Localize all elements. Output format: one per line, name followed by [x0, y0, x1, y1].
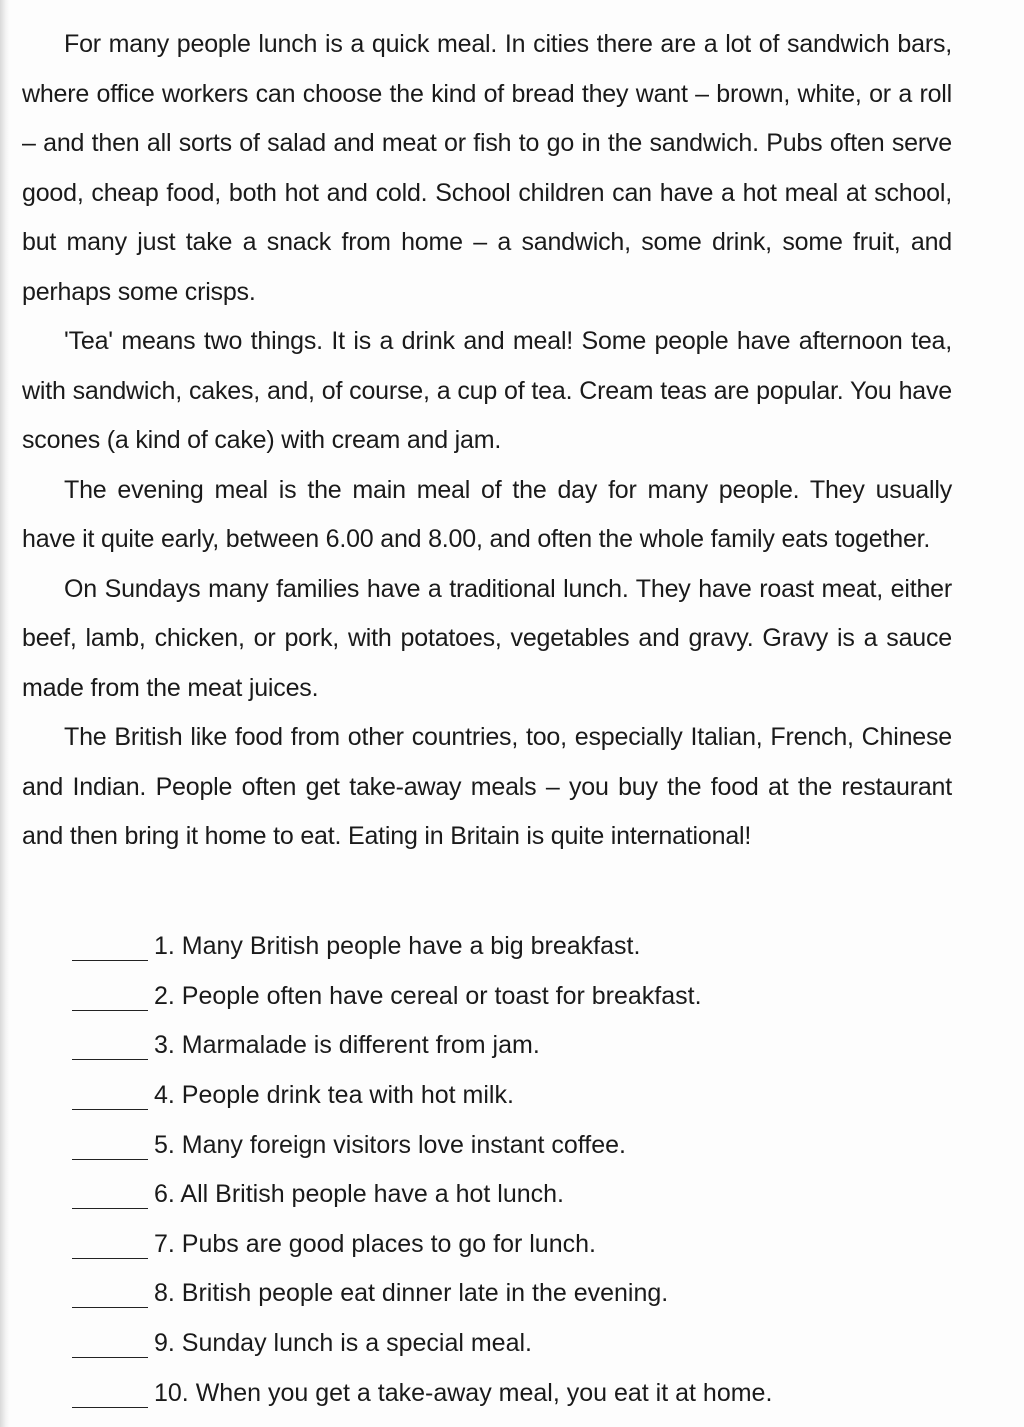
paragraph-tea: 'Tea' means two things. It is a drink and meal! Some people have afternoon tea, with sandwich, cakes, and, of course, a cup of tea. Cream teas are popular. You have scones (a kind of cake) with cream and jam.	[22, 327, 952, 454]
answer-blank[interactable]	[72, 1131, 148, 1160]
reading-passage	[22, 20, 952, 862]
question-item	[72, 1319, 872, 1369]
question-text: 7. Pubs are good places to go for lunch.	[154, 1229, 596, 1258]
paragraph-lunch: For many people lunch is a quick meal. In cities there are a lot of sandwich bars, where office workers can choose the kind of bread they want – brown, white, or a roll – and then all sorts of salad and meat or fish to go in the sandwich. Pubs often serve good, cheap food, both hot and cold. School children can have a hot meal at school, but many just take a snack from home – a sandwich, some drink, some fruit, and perhaps some crisps.	[22, 30, 952, 306]
question-text: 4. People drink tea with hot milk.	[154, 1081, 514, 1110]
paragraph-sunday-lunch: On Sundays many families have a traditional lunch. They have roast meat, either beef, lamb, chicken, or pork, with potatoes, vegetables and gravy. Gravy is a sauce made from the meat juices.	[22, 574, 952, 702]
question-text: 9. Sunday lunch is a special meal.	[154, 1329, 532, 1358]
answer-blank[interactable]	[72, 1279, 148, 1308]
question-item	[72, 972, 872, 1022]
question-item	[72, 1220, 872, 1270]
answer-blank[interactable]	[72, 1081, 148, 1110]
question-text: 5. Many foreign visitors love instant coffee.	[154, 1130, 626, 1159]
question-text: 3. Marmalade is different from jam.	[154, 1031, 540, 1060]
answer-blank[interactable]	[72, 982, 148, 1011]
question-item	[72, 1071, 872, 1121]
answer-blank[interactable]	[72, 1180, 148, 1209]
scan-edge-shadow	[0, 0, 10, 1427]
answer-blank[interactable]	[72, 1379, 148, 1408]
answer-blank[interactable]	[72, 1230, 148, 1259]
question-item	[72, 922, 872, 972]
true-false-questions	[72, 922, 872, 1418]
answer-blank[interactable]	[72, 932, 148, 961]
paragraph-foreign-food: The British like food from other countries, too, especially Italian, French, Chinese and Indian. People often get take-away meals – you buy the food at the restaurant and then bring it home to eat. Eating in Britain is quite international!	[22, 723, 952, 850]
question-text: 2. People often have cereal or toast for breakfast.	[154, 981, 702, 1010]
answer-blank[interactable]	[72, 1329, 148, 1358]
question-text: 10. When you get a take-away meal, you eat it at home.	[154, 1378, 773, 1407]
question-item	[72, 1368, 872, 1418]
question-item	[72, 1269, 872, 1319]
answer-blank[interactable]	[72, 1031, 148, 1060]
question-text: 6. All British people have a hot lunch.	[154, 1180, 564, 1209]
question-text: 1. Many British people have a big breakfast.	[154, 932, 641, 961]
question-item	[72, 1120, 872, 1170]
paragraph-evening-meal: The evening meal is the main meal of the day for many people. They usually have it quite early, between 6.00 and 8.00, and often the whole family eats together.	[22, 475, 952, 553]
question-item	[72, 1021, 872, 1071]
question-item	[72, 1170, 872, 1220]
question-text: 8. British people eat dinner late in the evening.	[154, 1279, 669, 1308]
